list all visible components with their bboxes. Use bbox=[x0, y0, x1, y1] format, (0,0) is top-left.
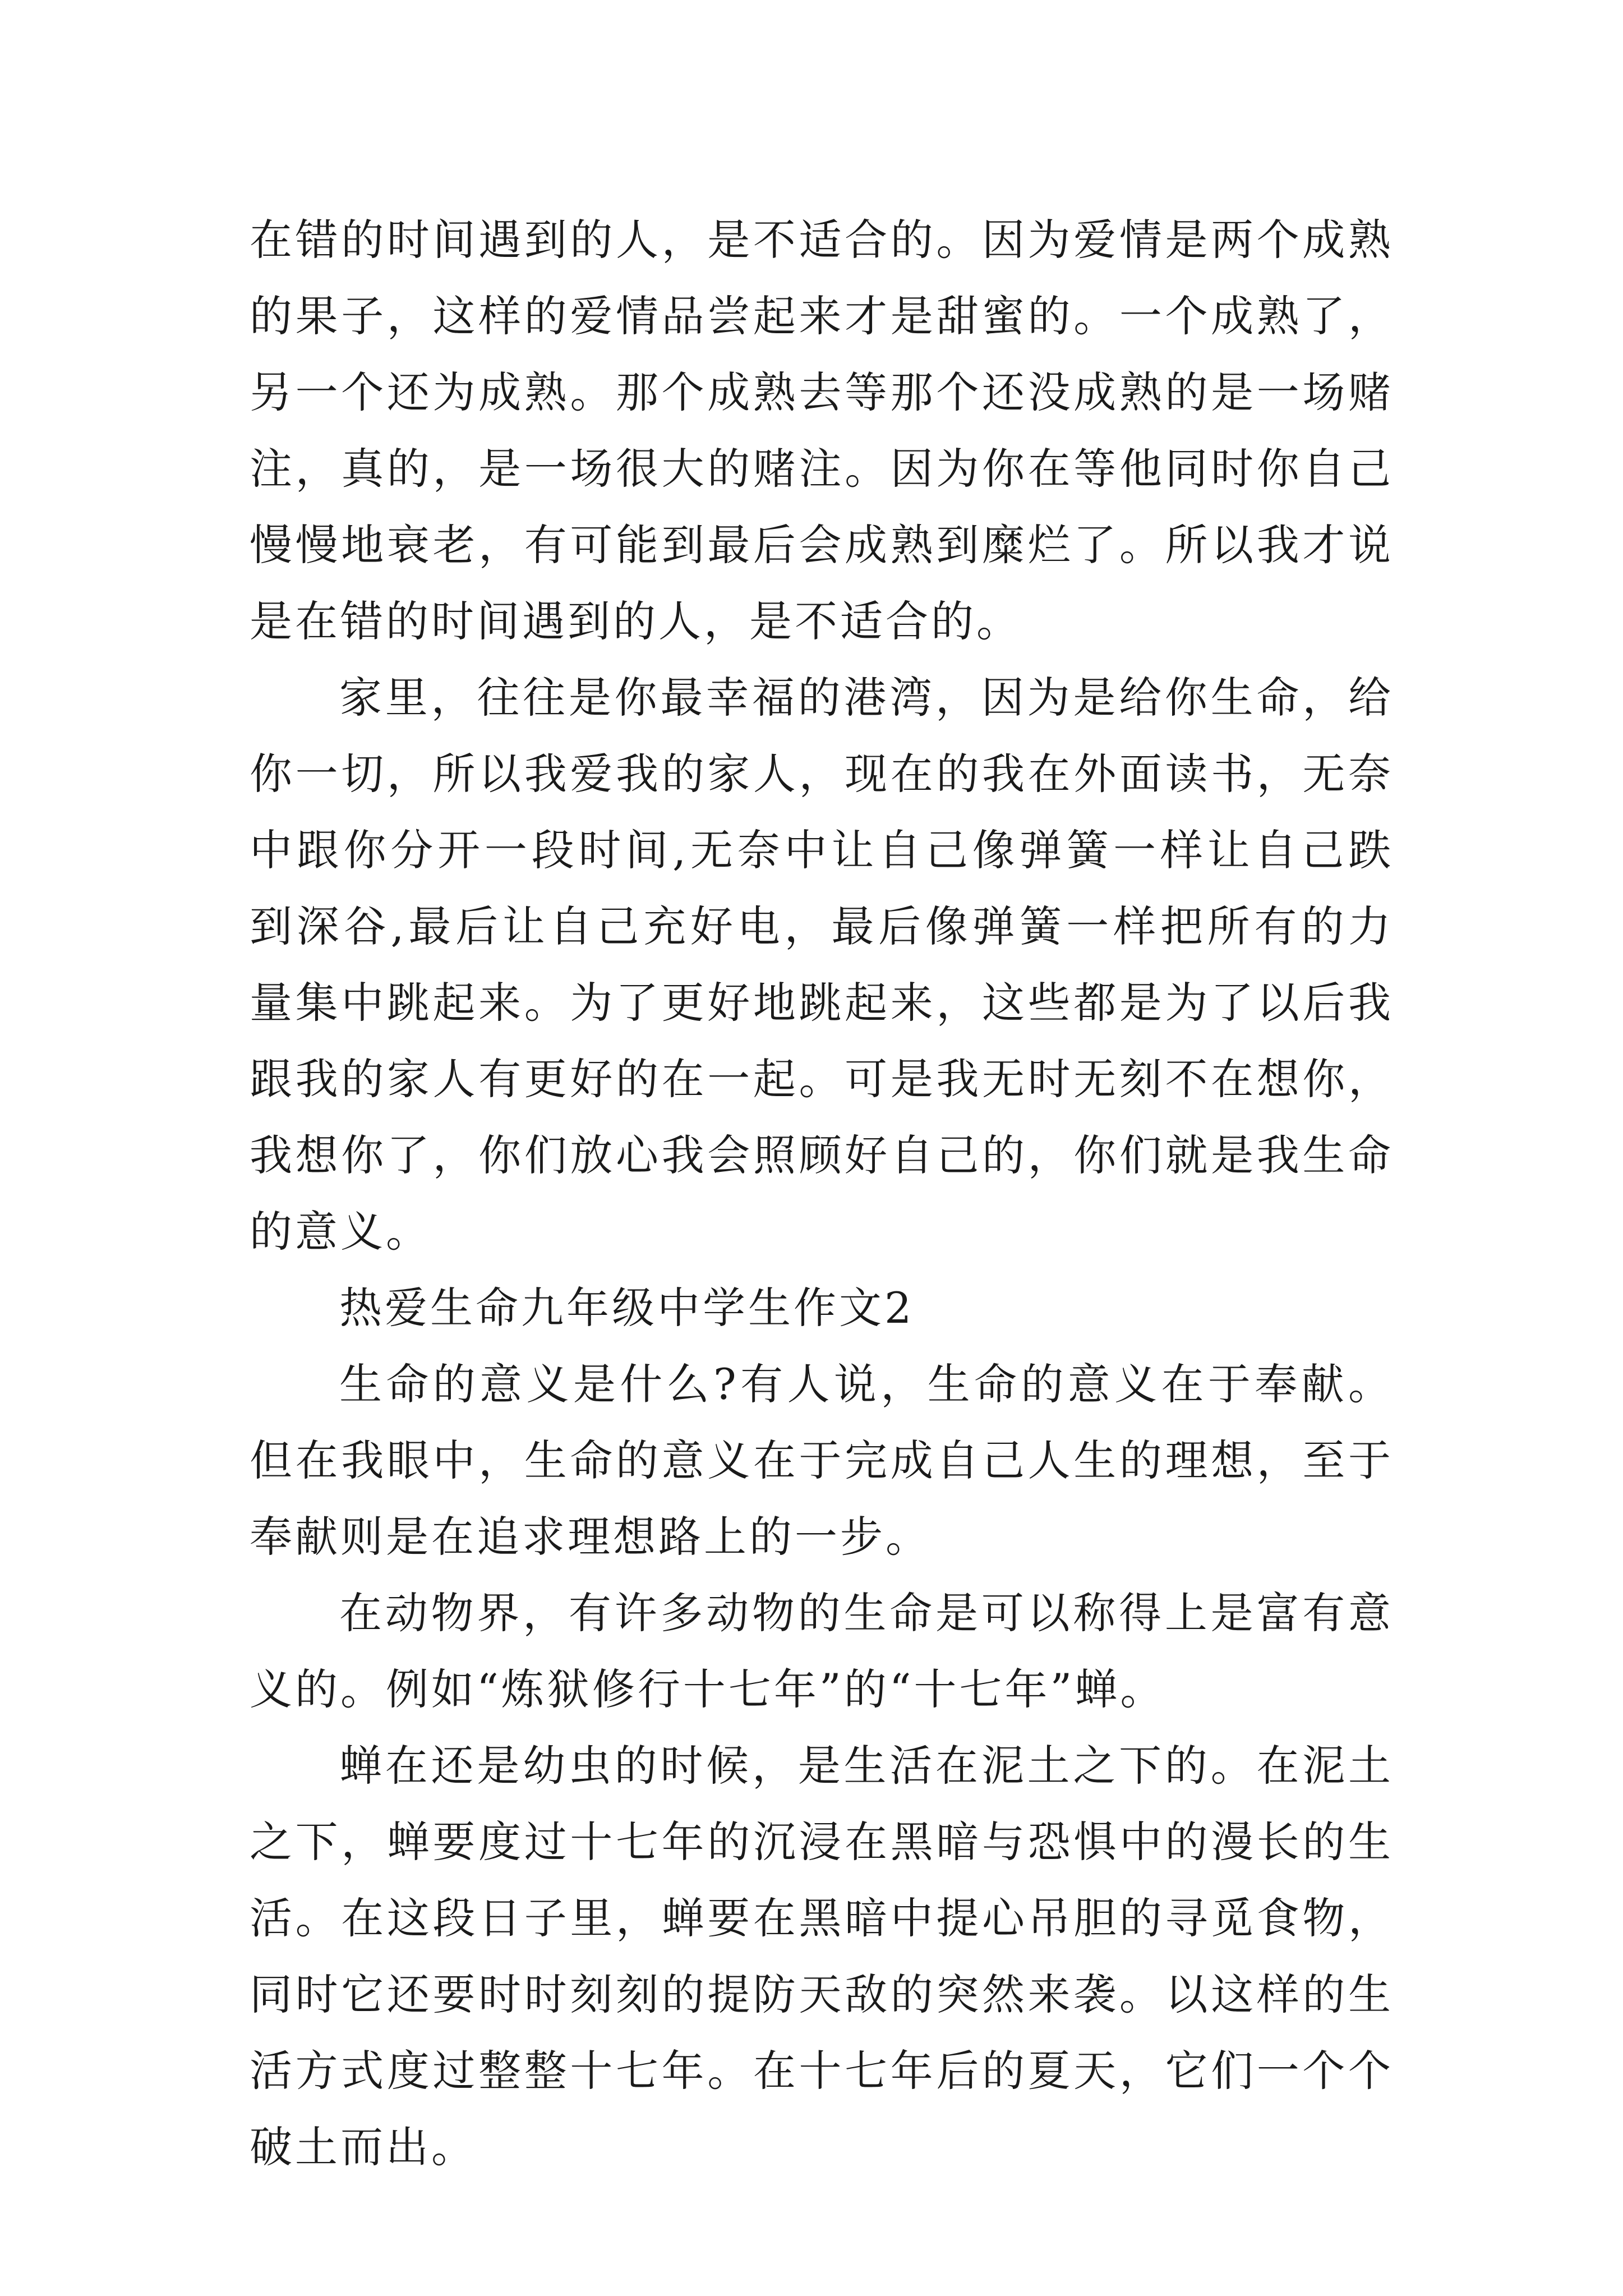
essay-heading: 热爱生命九年级中学生作文2 bbox=[339, 1283, 915, 1333]
paragraph-continuation: 在错的时间遇到的人，是不适合的。因为爱情是两个成熟的果子，这样的爱情品尝起来才是甜蜜的。一个成熟了，另一个还为成熟。那个成熟去等那个还没成熟的是一场赌注，真的，是一场很大的赌注。因为你在等他同时你自己慢慢地衰老，有可能到最后会成熟到糜烂了。所以我才说是在错的时间遇到的人，是不适合的。 bbox=[250, 215, 1394, 646]
paragraph-meaning-of-life: 生命的意义是什么?有人说，生命的意义在于奉献。但在我眼中，生命的意义在于完成自己人生的理想，至于奉献则是在追求理想路上的一步。 bbox=[250, 1359, 1394, 1562]
paragraph-cicada: 蝉在还是幼虫的时候，是生活在泥土之下的。在泥土之下，蝉要度过十七年的沉浸在黑暗与恐惧中的漫长的生活。在这段日子里，蝉要在黑暗中提心吊胆的寻觅食物，同时它还要时时刻刻的提防天敌的突然来袭。以这样的生活方式度过整整十七年。在十七年后的夏天，它们一个个破土而出。 bbox=[250, 1741, 1394, 2172]
paragraph-family: 家里，往往是你最幸福的港湾，因为是给你生命，给你一切，所以我爱我的家人，现在的我在外面读书，无奈中跟你分开一段时间,无奈中让自己像弹簧一样让自己跌到深谷,最后让自己充好电，最后像弹簧一样把所有的力量集中跳起来。为了更好地跳起来，这些都是为了以后我跟我的家人有更好的在一起。可是我无时无刻不在想你，我想你了，你们放心我会照顾好自己的，你们就是我生命的意义。 bbox=[250, 673, 1394, 1257]
paragraph-animal-world: 在动物界，有许多动物的生命是可以称得上是富有意义的。例如“炼狱修行十七年”的“十七年”蝉。 bbox=[250, 1588, 1394, 1714]
document-body bbox=[250, 202, 1394, 2185]
